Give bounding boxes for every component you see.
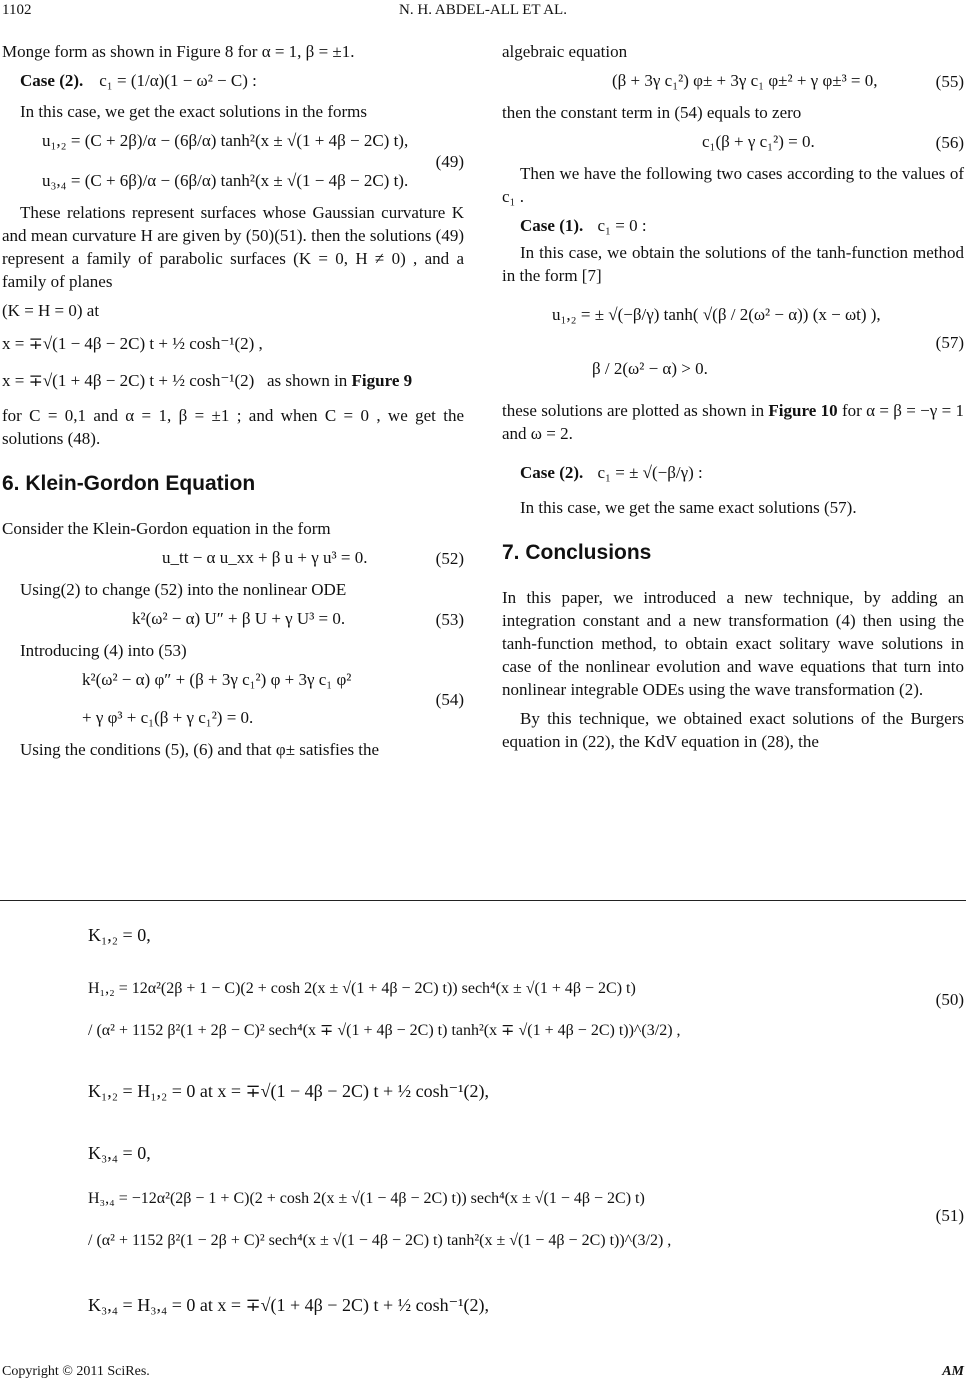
plotted-text-lead: these solutions are plotted as shown in (502, 401, 765, 420)
right-column (502, 40, 964, 759)
case-1-heading (502, 214, 964, 237)
case-1-label: Case (1). (520, 216, 584, 235)
equation-54 (2, 668, 464, 730)
constant-text: then the constant term in (54) equals to zero (502, 103, 802, 122)
intro-line: Monge form as shown in Figure 8 for α = 1, β = ±1. (2, 42, 355, 61)
copyright-notice: Copyright © 2011 SciRes. (2, 1364, 150, 1379)
equation-53-body: k²(ω² − α) U″ + β U + γ U³ = 0. (132, 609, 346, 628)
divider (0, 900, 966, 901)
equation-49 (2, 129, 464, 193)
page-footer (2, 1364, 964, 1380)
figure-10-link[interactable]: Figure 10 (768, 401, 838, 420)
equation-50-line-1: K₁,₂ = 0, (88, 925, 151, 945)
planes-condition: (K = H = 0) at (2, 301, 100, 320)
equation-53 (2, 607, 464, 631)
equation-51-line-1: K₃,₄ = 0, (88, 1143, 151, 1163)
equation-number: (56) (935, 132, 964, 152)
equation-number: (54) (435, 689, 464, 709)
introducing-text: Introducing (4) into (53) (20, 641, 187, 660)
for-line: for C = 0,1 and α = 1, β = ±1 ; and when C = 0 , we get the solutions (48). (2, 406, 464, 448)
plotted-text-tail: for α = β = −γ = 1 and ω = 2. (502, 401, 965, 443)
equation-55 (502, 69, 964, 93)
equation-56 (502, 130, 964, 154)
page-header (0, 0, 966, 28)
equation-50-line-2: H₁,₂ = 12α²(2β + 1 − C)(2 + cosh 2(x ± √(1 + 4β − 2C) t)) sech⁴(x ± √(1 + 4β − 2C) t) (88, 980, 636, 997)
left-column (2, 40, 464, 767)
equation-57-line-2: β / 2(ω² − α) > 0. (592, 359, 708, 378)
using2-text: Using(2) to change (52) into the nonlinear ODE (20, 580, 347, 599)
section-6-title: 6. Klein-Gordon Equation (2, 472, 256, 495)
equation-56-body: c₁(β + γ c₁²) = 0. (702, 132, 815, 151)
case-2-right-text: In this case, we get the same exact solutions (57). (520, 498, 857, 517)
page-number: 1102 (2, 2, 32, 18)
equation-52-body: u_tt − α u_xx + β u + γ u³ = 0. (162, 548, 368, 567)
equation-57-line-1: u₁,₂ = ± √(−β/γ) tanh( √(β / 2(ω² − α)) (x − ωt) ), (552, 305, 881, 324)
equation-54-line-1: k²(ω² − α) φ″ + (β + 3γ c₁²) φ + 3γ c₁ φ² (82, 670, 352, 689)
case-2-right-equation: c₁ = ± √(−β/γ) : (597, 463, 703, 482)
equation-49-line-1: u₁,₂ = (C + 2β)/α − (6β/α) tanh²(x ± √(1 + 4β − 2C) t), (42, 131, 409, 150)
equation-51-line-2: H₃,₄ = −12α²(2β − 1 + C)(2 + cosh 2(x ± √(1 − 4β − 2C) t)) sech⁴(x ± √(1 − 4β − 2C) t) (88, 1190, 645, 1207)
journal-abbreviation: AM (942, 1364, 964, 1379)
conclusions-paragraph-1: In this paper, we introduced a new technique, by adding an integration constant and a new transformation (4) then using the tanh-function method, to obtain exact solitary wave solutions in case of the nonlinear evolution and wave equations that turn into nonlinear integrable ODEs using the wave transformation (2). (502, 588, 964, 699)
equation-number: (51) (935, 1206, 964, 1225)
equation-51-line-4: K₃,₄ = H₃,₄ = 0 at x = ∓√(1 + 4β − 2C) t + ½ cosh⁻¹(2), (88, 1295, 489, 1315)
section-7-title: 7. Conclusions (502, 541, 652, 564)
plane-equation-2-tail: as shown in (267, 371, 348, 390)
equation-52 (2, 546, 464, 570)
consider-text: Consider the Klein-Gordon equation in the form (2, 519, 331, 538)
equation-49-line-2: u₃,₄ = (C + 6β)/α − (6β/α) tanh²(x ± √(1 − 4β − 2C) t). (42, 171, 409, 190)
case-2-label: Case (2). (20, 71, 84, 90)
cases-text: Then we have the following two cases according to the values of c₁ . (502, 164, 964, 206)
running-head: N. H. ABDEL-ALL ET AL. (399, 2, 567, 18)
equation-57 (502, 303, 964, 381)
equation-50-line-3: / (α² + 1152 β²(1 + 2β − C)² sech⁴(x ∓ √(1 + 4β − 2C) t) tanh²(x ∓ √(1 + 4β − 2C) t))^(3/2) , (88, 1022, 681, 1039)
case-1-equation: c₁ = 0 : (597, 216, 647, 235)
case-2-heading (2, 69, 464, 92)
equation-54-line-2: + γ φ³ + c₁(β + γ c₁²) = 0. (82, 708, 254, 727)
equation-number: (55) (935, 71, 964, 91)
equation-number: (53) (435, 609, 464, 629)
figure-9-link[interactable]: Figure 9 (351, 371, 413, 390)
case-2-right-heading (502, 461, 964, 484)
equation-51-line-3: / (α² + 1152 β²(1 − 2β + C)² sech⁴(x ± √(1 − 4β − 2C) t) tanh²(x ± √(1 − 4β − 2C) t))^(3/2) , (88, 1232, 672, 1249)
equation-number: (50) (935, 990, 964, 1009)
case-2-right-label: Case (2). (520, 463, 584, 482)
plotted-text (502, 399, 964, 445)
case-2-text: In this case, we get the exact solutions in the forms (20, 102, 367, 121)
conditions-text: Using the conditions (5), (6) and that φ± satisfies the (20, 740, 380, 759)
algebraic-text: algebraic equation (502, 42, 628, 61)
equation-number: (49) (435, 151, 464, 171)
equation-50-line-4: K₁,₂ = H₁,₂ = 0 at x = ∓√(1 − 4β − 2C) t + ½ cosh⁻¹(2), (88, 1081, 489, 1101)
conclusions-paragraph-2: By this technique, we obtained exact solutions of the Burgers equation in (22), the KdV equation in (28), the (502, 709, 964, 751)
case-2-equation: c₁ = (1/α)(1 − ω² − C) : (99, 71, 257, 90)
plane-equation-1: x = ∓√(1 − 4β − 2C) t + ½ cosh⁻¹(2) , (2, 334, 263, 353)
surfaces-paragraph: These relations represent surfaces whose Gaussian curvature K and mean curvature H are given by (50)(51). then the solutions (49) represent a family of parabolic surfaces (K = 0, H ≠ 0) , and a family of planes (2, 203, 464, 291)
plane-equation-2-row (2, 369, 464, 392)
equation-55-body: (β + 3γ c₁²) φ± + 3γ c₁ φ±² + γ φ±³ = 0, (612, 71, 878, 90)
plane-equation-2: x = ∓√(1 + 4β − 2C) t + ½ cosh⁻¹(2) (2, 371, 255, 390)
equation-number: (52) (435, 548, 464, 568)
equation-number: (57) (935, 332, 964, 352)
case-1-text: In this case, we obtain the solutions of the tanh-function method in the form [7] (502, 243, 964, 285)
